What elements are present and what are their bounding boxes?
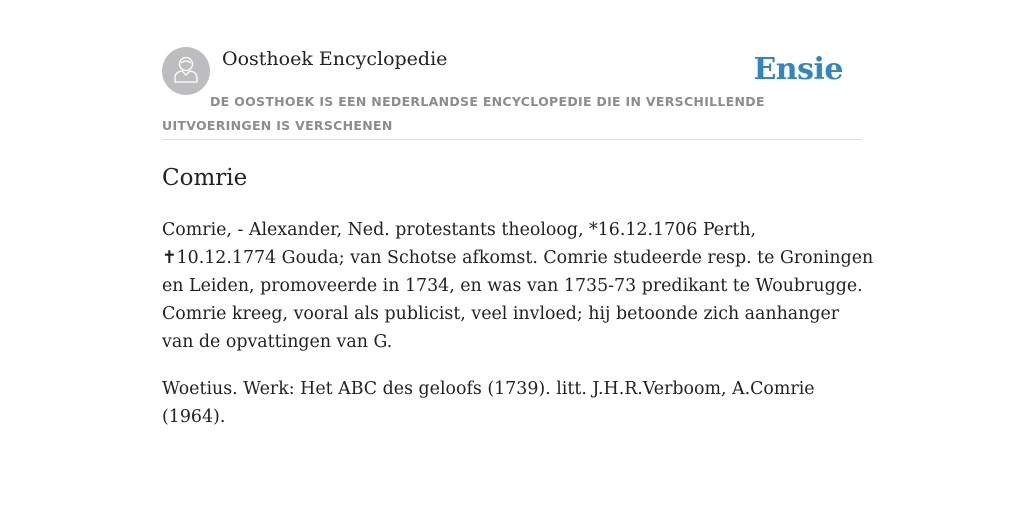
article-paragraph: Woetius. Werk: Het ABC des geloofs (1739). litt. J.H.R.Verboom, A.Comrie (1964). <box>162 379 815 427</box>
avatar[interactable] <box>162 47 210 95</box>
article-body <box>162 216 874 450</box>
source-description: DE OOSTHOEK IS EEN NEDERLANDSE ENCYCLOPEDIE DIE IN VERSCHILLENDE UITVOERINGEN IS VERSCHENEN <box>162 94 765 133</box>
page-container <box>162 0 874 427</box>
brand-logo[interactable]: Ensie <box>753 52 843 87</box>
user-icon <box>172 54 200 88</box>
header <box>162 0 862 140</box>
article-title: Comrie <box>162 165 248 191</box>
article-paragraph: Comrie, - Alexander, Ned. protestants theoloog, *16.12.1706 Perth, ✝10.12.1774 Gouda; van Schotse afkomst. Comrie studeerde resp. te Groningen en Leiden, promoveerde in 1734, en was van 1735-73 predikant te Woubrugge. Comrie kreeg, vooral als publicist, veel invloed; hij betoonde zich aanhanger van de opvattingen van G. <box>162 220 874 352</box>
source-title[interactable]: Oosthoek Encyclopedie <box>222 48 448 70</box>
